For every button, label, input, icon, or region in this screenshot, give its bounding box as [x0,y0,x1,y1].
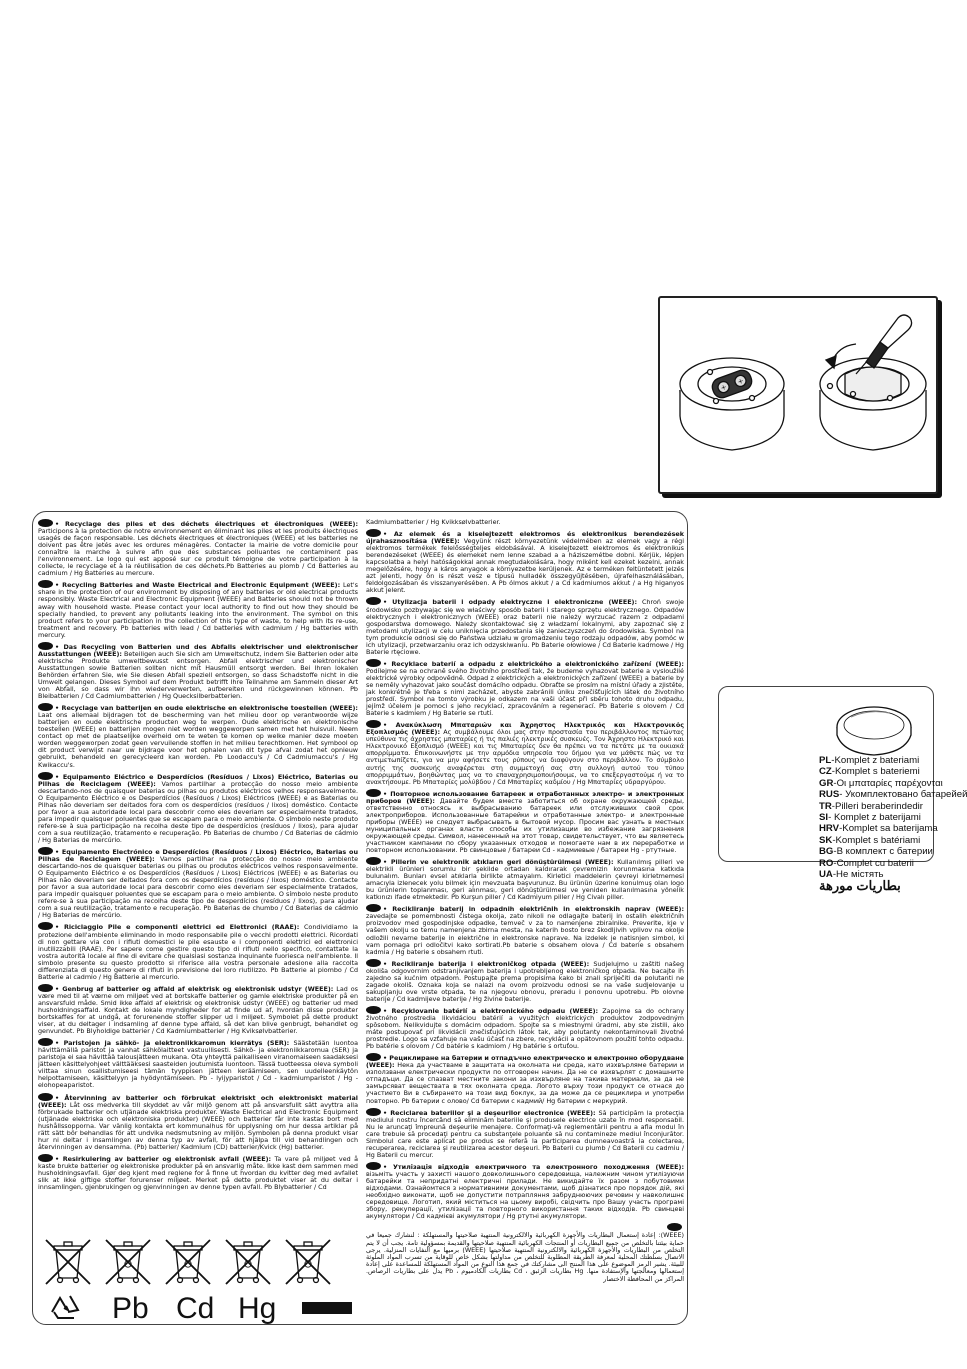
section-body: Vegyünk részt környezetünk védelmében az elemek vagy a régi elektromos termékek felelősségteljes eldobásával. A kiselejtezett elektromos és elektronikus berendezéseket (WEEE) és elemeket nem lenne szabad a a háziszemétbe dobni. Kérjük, lépjen kapcsolatba a helyi hatóságokkal annak megtudakolására, hogy miként kell ezeket kezelni, annak megelőzésére, hogy a káros anyagok a környezetbe kerüljenek. Az e terméken feltüntetett jelzés azt jelenti, hogy ön is részt vesz e típusú hulladék összegyűjtésében, újrafelhasználásában, feldolgozásában és visszanyerésében. A Pb ólmos akkut / a Cd kadmiumos akkut / a Hg higanyos akkut jelent. [366,537,684,595]
section-title: • Das Recycling von Batterien und des Abfalls elektrischer und elektronischer Ausstattungen (WEEE): [38,642,358,658]
kit-line-text: -Komplet sa baterijama [839,823,938,835]
section-body: Să participăm la protecţia mediului nostru încercând să eliminăm bateriile şi produsele electrice uzate în mod responsabil. Nu le aruncaţi împreună deşeurile menajere. Conformaţi-vă reglementării pentru a afla modul în care trebuie să procedaţi pentru ca substanţele poluante să nu contamineze mediul înconjurător. Simbolul care este aplicat pe produs se referă la participarea dumneavoastră la colectarea, recuperarea, reciclarea şi reutilizarea acestor deşeuri. Pb Baterii cu plumb / Cd Baterii cu cadmiu / Hg Baterii cu mercur. [366,1108,685,1159]
section-title: • Reciclarea bateriilor şi a deşeurilor electronice (WEEE): [383,1108,596,1117]
language-flag-icon [38,847,53,855]
section-body: Давайте будем вместе заботиться об охране окружающей среды, ответственно относясь к выбрасыванию батареек или отслуживших свой срок электроприборов. Использованные батарейки и отработанные электро- и электронные приборы (WEEE) не следует выбрасывать в бытовой мусор. Просим вас узнать в местных муниципальных органах власти способы их утилизации во избежание загрязнения окружающей среды. Символ, нанесенный на этот товар, свидетельствует, что вы являетесь участником кампании по сбору указанных отходов и помогаете нам в их переработке и повторном использовании. Pb свинцовые / батареи Cd - кадмиевые / батареи Hg - ртутные. [366,796,684,855]
section-title: • Recyklace baterií a odpadu z elektrického a elektronického zařízení (WEEE): [383,659,684,668]
section-title: • Рециклиране на батерии и отпадъчно електрическо и електронно оборудване (WEEE): [366,1054,684,1070]
section-title: • Utylizacja baterii i odpady elektryczne i elektroniczne (WEEE): [383,598,638,607]
recycling-section [366,720,684,785]
recycling-section [38,703,358,768]
language-flag-icon [366,789,381,797]
kit-line [819,846,933,857]
section-title: • Az elemek és a kiselejtezett elektromos és elektronikus berendezések újrahasznosítása (WEEE): [366,530,684,546]
kit-line [819,755,933,766]
kit-line-text: -Не містять [832,869,884,881]
language-flag-icon [38,1038,53,1046]
right-column [366,519,684,1286]
section-body: Ας συμβάλουμε όλοι μας στην προστασία του περιβάλλοντος πετώντας υπεύθυνα τις άχρηστες μπαταρίες ή τις παλιές ηλεκτρικές συσκευές. Τον Άχρηστο Ηλεκτρικό και Ηλεκτρονικό Εξοπλισμό (WEEE) και τις Μπαταρίες δεν θα πρέπει να τα πετάτε με τα οικιακά απορρίμματα. Επικοινωνήστε με την αρμόδια υπηρεσία του δήμου για να μάθετε πώς να τα αντιμετωπίζετε, για να μην αφήσετε τους ρύπους να διαφύγουν στο περιβάλλον. Το σύμβολο αυτής της συσκευής αναφέρεται στη συμμετοχή σας στη συλλογή αυτού του τύπου απορριμμάτων, βοηθώντας μας να το επαναχρησιμοποιήσουμε, να το επεξεργαστούμε ή να το ανακτήσουμε. Pb Μπαταρίες μολύβδου / Cd Μπαταρίες καδμίου / Hg Μπαταρίες υδραργύρου. [366,728,685,786]
language-flag-icon [38,1154,53,1162]
section-title: • Утилізація відходів електричного та електронного походження (WEEE): [383,1162,684,1171]
crossed-out-bin-icon [226,1240,270,1284]
recycling-section [366,519,684,526]
arabic-section [366,1223,684,1282]
kit-line-code: BG [819,846,834,858]
section-body: zavedajte se pomembnosti čistega okolja, zato nikoli ne odlagajte baterij in ostalih električnih proizvodov med gospodinjske odpadke, temveč v za to namenjene zbiralnike. Preverite, kje v vašem okolju so temu namenjena zbirna mesta, na katerih bosto brez škodljivih vplivov na okolje odložili nevarne baterije in električne in elektronske naprave. Na izdelek je natisnjen simbol, ki vam pomaga pri odločitvi kako sortirati.Pb baterie s obsahem olova / Cd baterie s obsahem kadmia / Hg baterie s obsahem rtuti. [366,912,684,956]
section-title: • Recyclage van batterijen en oude elektrische en elektronische toestellen (WEEE): [55,704,358,713]
section-body: Ta vare på miljøet ved å kaste brukte batterier og elektroniske produkter på en ansvarlig måte. Ikke kast dem sammen med husholdningsavfall. Gjør deg kjent med reglene for å finne ut hvordan du kvitter deg med avfallet slik at ikke giftige stoffer forurenser miljøet. Merket på dette produktet viser at du deltar i innsamlingen, gjenbrukingen og gjenvinningen av denne typen avfall. Pb Blybatterier / Cd [38,1154,359,1192]
section-body: Podílejme se na ochraně svého životního prostředí tak, že budeme vyhazovat baterie a vysloužilé elektrické výrobky odpovědně. Odpad z elektrických a elektronických zařízení (WEEE) a baterie by se neměly vyhazovat jako součást domácího odpadu. Obraťte se prosím na místní úřady a zjistěte, jak konkrétně je třeba s nimi zacházet, abyste zabránili úniku znečišťujících látek do životního prostředí. Symbol na tomto výrobku je odkazem na vaši účast při sběru tohoto druhu odpadu, jejímž účelem je pomoci s jeho recyklací, zpracováním a regenerací. Pb Baterie s olovem / Cd Baterie s kadmiem / Hg Baterie se rtutí. [366,666,684,718]
recycling-section [366,659,684,717]
section-body: Vamos partilhar na protecção do nosso meio ambiente descartando-nos de quaisquer baterias ou pilhas ou produtos eléctricos velhos responsavelmente. O Equipamento Eléctrico e os Desperdícios (Resíduos / Lixos) Eléctricos (WEEE) e as Baterias ou Pilhas não deveriam ser deitados fora com os desperdícios (resíduos / lixos) doméstico. Contacte por favor a sua autoridade local para descobrir como eles deveriam ser especialmente tratados, para impedir quaisquer poluentes que se escapam para o meio ambiente. O símbolo neste produto refere-se à sua participação na recolha deste tipo de desperdícios (resíduos / lixos), para ajudar com a sua reutilização, tratamento e recuperação. Pb Baterias de chumbo / Cd Baterias de cádmio / Hg Baterias de mercúrio. [38,855,359,920]
language-flag-icon [38,1093,53,1101]
section-body: Chroń swoje środowisko pozbywając się we właściwy sposób baterii i starego sprzętu elektrycznego. Odpadów elektrycznych i elektronicznych (WEEE) oraz baterii nie należy wyrzucać razem z odpadami gospodarstwa domowego. Należy skontaktować się z władzami lokalnymi, aby zapoznać się z metodami utylizacji w celu uniknięcia przedostania się zanieczyszczeń do środowiska. Symbol na tym produkcie odnosi się do Państwa udziału w gromadzeniu tego rodzaju odpadów, aby pomóc w ich utylizacji, przetwarzaniu oraz ich odzyskiwaniu. Pb Baterie ołowiowe / Cd Baterie kadmowe / Hg Baterie rtęciowe. [366,598,684,656]
language-flag-icon [366,597,381,605]
section-body: Condividiamo la protezione dell'ambiente eliminando in modo responsabile pile o vecchi prodotti elettrici. Ricordati di non gettare via con i rifiuti domestici le pile esauste e i componenti elettrici ed elettronici inutilizzabili (RAAE). Per sapere come gestire questo tipo di rifiuti nello specifico, contattate la vostra autorità locale al fine di evitare che qualsiasi sostanza inquinante fuoriesca nell'ambiente. Il simbolo presente su questo prodotto si riferisce alla vostra personale adesione alla raccolta differenziata di questo genere di rifiuti in previsione del loro riutilizzo. Pb Batterie al piombo / Cd Batterie al cadmio / Hg Batterie al mercurio. [38,923,359,981]
language-flag-icon [366,1108,381,1116]
kit-line-text: -В комплект с батерии [833,846,933,858]
section-body: Lad os være med til at værne om miljøet ved at bortskaffe batterier og gamle elektriske produkter på en ansvarsfuld måde. Smid ikke affald af elektrisk og elektronisk udstyr (WEEE) og batterier ud med husholdningsaffald. Kontakt de lokale myndigheder for at finde ud af, hvordan disse produkter bortskaffes for at undgå, at forurenende stoffer slipper ud i miljøet. Symbolet på dette produkt viser, at du deltager i indsamling af denne type affald, så det kan blive genbrugt, behandlet og genvundet. Pb Blyholdige batterier / Cd Kadmiumbatterier / Hg Kviksølvbatterier. [38,984,358,1036]
language-flag-icon [366,904,381,912]
kit-line-code: RUS [819,789,840,801]
recycling-section [366,1162,684,1220]
recycling-info-panel [32,511,688,1325]
recycling-section [38,1154,358,1191]
recycling-section [38,847,358,919]
section-title: • Paristojen ja sähkö- ja elektroniikkaromun kierrätys (SER): [55,1039,290,1048]
section-body: Laat ons allemaal bijdragen tot de bescherming van het milieu door op verantwoorde wijze batterijen en oude elektrische producten weg te werpen. Oude elektrische en elektronische toestellen (WEEE) en batterijen mogen niet worden weggeworpen samen met het huisvuil. Neem contact op met de plaatselijke overheid om te weten te komen op welke manier deze moeten worden weggeworpen zodat geen vervuilende stoffen in het milieu terechtkomen. Het symbool op dit product verwijst naar uw bijdrage voor het ophalen van dit type afval zodat het opnieuw gebruikt, behandeld en gerecycleerd kan worden. Pb Loodaccu's / Cd Cadmiumaccu's / Hg Kwikaccu's. [38,711,358,769]
kit-line [819,801,933,812]
heavy-metal-symbol: Cd [176,1292,215,1325]
recycling-section [366,857,684,901]
kit-line-text: -Pilleri beraberindedir [831,800,923,812]
section-body: візьміть участь у захисті нашого довколишнього середовища, належним чином утилізуючи батарейки та непридатні електричні прилади. Не викидайте їх разом з побутовими відходами. Ознайомтеся з нормативними документами, щоб дізнатися про порядок дій, які необхідно виконати, щоб не допустити потрапляння забруднюючих речовин у навколишнє середовище. Логотип, який міститься на цьому виробі, свідчить про Вашу участь програмі збору, рекуперації, утилізації та повторного використання таких відходів. Pb свинцеві акумулятори / Cd кадмієві акумулятори / Hg ртутні акумулятори. [366,1169,684,1221]
kit-line [819,789,967,801]
section-body: Нека да участваме в защитата на околната ни среда, като изхвърляме батерии и използвани електрически продукти по отговорен начин. Да не се изхвърлят с домашните отпадъци. Да се спазват местните закони за изхвърляне на такива материали, за да не замърсяват веществата в тях околната среда. Логото върху този продукт се отнася до участието Ви в събирането на този вид боклук, за да може да се рециклира и употреби повторно. Pb батерии с олово/ Cd батерии с кадмий/ Hg батерии с меркурий. [366,1061,684,1105]
section-body: Sudjelujmo u zaštiti našeg okoliša odgovornim odstranjivanjem baterija i upotrebljenog elektroničkog otpada. Ne bacajte ih zajedno sa kućnim otpadom. Postupajte prema propisima kako bi znali spriječiti da polutanti ne zagade okoliš. Oznaka koja se nalazi na ovom proizvodu odnosi se na vaše sudjelovanje u sakupljanju ove vrste otpada, te na njegovu obnovu, preradu i ponovnu upotrebu. Pb olovne baterije / Cd kadmijeve baterije / Hg živine baterije. [366,959,684,1003]
kit-line-code: SK [819,834,833,846]
kit-line-text: -Οι μπαταρίες παρέχονται [833,777,943,789]
separate-collection-bar [302,1302,352,1314]
language-flag-icon [38,772,53,780]
language-flag-icon [38,922,53,930]
section-title: • Riciclaggio Pile e componenti elettrici ed Elettronici (RAAE): [55,923,300,932]
language-flag-icon [366,959,381,967]
kit-line-code: RO [819,857,834,869]
section-title: • Ανακύκλωση Μπαταριών και Άχρηστος Ηλεκτρικός και Ηλεκτρονικός Εξοπλισμός (WEEE): [366,721,684,737]
heavy-metal-symbol: Hg [238,1292,277,1325]
section-title: • Повторное использование батареек и отработанных электро- и электронных приборов (WEEE): [366,789,684,805]
section-body: Beteiligen auch Sie sich am Umweltschutz, indem Sie Batterien oder alte elektrische Produkte umweltbewusst entsorgen. Abfall elektrischer und elektronischer Ausstattungen sowie Batterien sollten nicht mit Hausmüll entsorgt werden. Bei Ihren lokalen Behörden erfahren Sie, wie Sie diesen Abfall speziell entsorgen, so dass Schadstoffe nicht in die Umwelt gelangen. Dieses Symbol auf dem Produkt betrifft Ihre Teilnahme am Sammeln dieser Art von Abfall, so dass wir ihn wiederverwerten, aufbereiten und rückgewinnen können. Pb Bleibatterien / Cd Cadmiumbatterien / Hg Quecksilberbatterien. [38,649,358,701]
recycling-section [38,984,358,1035]
recycling-section [38,580,358,638]
svg-text:+: + [719,382,728,393]
recycling-section [366,1006,684,1050]
section-body: Säästetään luontoa hävittämällä paristot ja vanhat sähkölaitteet vastuullisesti. Sähkö- ja elektroniikkaromua (SER) ja paristoja ei saa hävittää talousjätteen mukana. Ota yhteyttä paikalliseen viranomaiseen saadaksesi jätteen käsittelyohjeet välttääksesi saasteiden joutumista luontoon. Tässä tuotteessa oleva symboli viittaa sinun osallistumiseesi tämän tyyppisen jätteen keräämiseen, sen uudelleenkäytön helpottamiseen, käsittelyyn ja hyödyntämiseen. Pb - lyijyparistot / Cd - kadmiumparistot / Hg - elohopeaparistot. [38,1039,358,1090]
kit-line-text: - Укомплектовано батарейей [839,789,967,801]
crossed-out-bin-icon [286,1240,330,1284]
kit-line-text: -Komplet s batériami [832,834,921,846]
recycling-section [38,772,358,844]
section-body: Let's share in the protection of our environment by disposing of any batteries or old electrical products responsibly. Waste Electrical and Electronic Equipment (WEEE) and Batteries should not be thrown away with household waste. Please contact your local authority to find out how they should be specially handled, to prevent any pollutants leaking into the environment. The symbol on this product refers to your participation in the collection of this type of waste, to help with its re-use, treatment and recovery. Pb batteries with lead / Cd batteries with cadmium / Hg batteries with mercury. [38,581,358,639]
crossed-out-bin-icon [106,1240,150,1284]
recycling-section [366,529,684,594]
language-flag-icon [38,703,53,711]
recycling-section [38,1093,358,1151]
coin-cell-battery-icon [829,697,919,757]
kit-line [819,858,933,869]
recycling-section [366,1108,684,1159]
language-flag-icon [38,642,53,650]
language-flag-icon [38,519,53,527]
kit-line-code: SI [819,812,829,824]
batteries-included-box [718,686,967,894]
section-title: • Resirkulering av batterier og elektronisk avfall (WEEE): [55,1154,272,1163]
section-title: • Recikliranje baterij in odpadnih električnih in elektronskih naprav (WEEE): [383,905,684,914]
kit-line-code: UA [819,869,833,881]
section-title: • Recikliranje baterija i elektroničkog otpada (WEEE): [383,959,590,968]
language-flag-icon [366,857,381,865]
device-closed-illustration [680,358,784,450]
recycling-section [366,959,684,1003]
recycling-section [366,597,684,655]
kit-line-text: -Komplet z bateriami [831,755,920,766]
section-title: • Genbrug af batterier og affald af elektrisk og elektronisk udstyr (WEEE): [55,984,334,993]
recycling-section [366,904,684,955]
section-body: Participons à la protection de notre environnement en éliminant les piles et les produits électriques usagés de façon responsable. Les déchets électriques et électroniques (WEEE) et les batteries ne doivent pas être jetés avec les ordures ménagères. Contacter la mairie de votre domicile pour connaître la marche à suivre afin que des substances polluantes ne contaminent pas l'environnement. Le logo qui est apposé sur ce produit témoigne de votre participation à la collecte, le recyclage et à la réutilisation de ces déchets.Pb Batteries au plomb / Cd Batteries au cadmium / Hg Batteries au mercure. [38,527,358,578]
svg-text:+: + [736,376,745,387]
section-title: • Equipamento Electrónico e Desperdícios (Resíduos / Lixos) Eléctrico, Baterias ou Pilhas de Reciclagem (WEEE): [38,848,358,864]
language-flag-icon [38,580,53,588]
language-flag-icon [366,659,381,667]
section-title: • Pillerin ve elektronik atıkların geri dönüştürülmesi (WEEE): [383,858,614,867]
language-flag-icon [366,720,381,728]
section-body: Zapojme sa do ochrany životného prostredia likvidáciou batérií a využitých elektrických produktov zodpovedným spôsobom. Nelikvidujte s domácim odpadom. Spojte sa s miestnymi úradmi, aby ste zistili, ako máte postupovať pri likvidácii znečisťujúcich látok tak, aby polutanty nekontaminovali životné prostredie. Logo sa vzťahuje na vašu účasť na zbere, recyklácii a opätovnom použití tohto odpadu. Pb batérie s olovom / Cd batérie s kadmiom / Hg batérie s ortuťou. [366,1006,684,1051]
kit-line [819,777,943,789]
section-body: Låt oss medverka till skyddet av vår miljö genom att på ansvarsfullt sätt avyttra alla förbrukade batterier och utjänade elektriska produkter. Waste Electrical and Electronic Equipment (utjänade elektriska och elektroniska produkter) (WEEE) och batterier får inte kastas bort med hushållssopporna. Var vänlig kontakta ert kommunalhus för upplysning om hur dessa artiklar på rätt sätt bör behandlas för att undvika nedsmutsning av miljön. Symbolen på denna produkt visar hur ni deltar i insamlingen av denna typ av avfall, för att hjälpa till vid behandlingen och återvinningen av densamma. (Pb) batterier/ Kadmium (CD) batterier/Kvick (Hg) batterier. [38,1100,358,1151]
kit-line-code: GR [819,777,834,789]
crossed-out-bin-icon [166,1240,210,1284]
crossed-out-bin-icon [46,1240,90,1284]
device-open-illustration [820,358,926,450]
heavy-metal-symbol: Pb [112,1292,149,1325]
section-body: Vamos partilhar a protecção do nosso meio ambiente descartando-nos de quaisquer baterias ou pilhas ou produtos eléctricos velhos responsavelmente. O Equipamento Eléctrico e os Desperdícios (Resíduos / Lixos) Eléctricos (WEEE) e as Baterias ou Pilhas não deveriam ser deitados fora com os desperdícios (resíduos / lixos) doméstico. Contacte por favor a sua autoridade local para descobrir como eles deveriam ser especialmente tratados, para impedir quaisquer poluentes que se escapam para o meio ambiente. O símbolo neste produto refere-se à sua participação na recolha deste tipo de desperdícios (resíduos / lixos), para ajudar com a sua reutilização, tratamento e recuperação. Pb Baterias de chumbo / Cd Baterias de cádmio / Hg Baterias de mercúrio. [38,779,359,844]
kit-line-text: - Komplet z baterijami [828,812,921,824]
kit-line [819,766,933,777]
recycling-section [366,1053,684,1104]
section-title: • Recyclage des piles et des déchets électriques et électroniques (WEEE): [55,520,358,528]
kit-line-text: -Komplet s bateriemi [831,766,920,778]
symbols-svg [38,1238,358,1325]
language-flag-icon [366,1162,381,1170]
left-column [38,519,358,1194]
battery-compartment-illustration [660,298,936,492]
kit-line-code: PL [819,755,832,766]
kit-line [819,835,933,846]
kit-line [819,812,933,823]
recycling-section [38,1038,358,1089]
kit-line-code: TR [819,800,832,812]
language-flag-icon [366,1053,381,1061]
section-title: • Recycling Batteries and Waste Electrical and Electronic Equipment (WEEE): [55,581,341,590]
section-title: • Equipamento Eléctrico e Desperdícios (Resíduos / Lixos) Eléctrico, Baterias ou Pilhas de Reciclagem (WEEE): [38,772,358,788]
battery-installation-figure [658,296,938,494]
recycling-section [38,642,358,700]
language-flag-icon [366,1006,381,1014]
kit-line-code: CZ [819,766,832,778]
recycling-section [38,519,358,577]
section-body: Kadmiumbatterier / Hg Kvikksølvbatterier. [366,518,501,526]
recycle-icon [52,1296,78,1318]
kit-line [819,823,938,835]
arabic-text: (WEEE): إعادة إستعمال البطاريات والأجهزة الكهربائية والالكترونية المنتهية صلاحيتها والمستهلكة : لنشارك جميعا في حماية بيئتنا بالتخلص من جميع البطاريات أو المنتجات الكهربائية المنتهية صلاحيتها والقديمة بمسؤولية تامة. يجب أن لا يتم التخلص من البطاريات والأجهزة الكهربائية والالكترونية المنتهية صلاحيتها (WEEE) برميها مع النفايات المنزلية. يرجى الاتصال بسلطتك المحلية لمعرفة الطريقة المطلوبة للتخلص من مداولتها بشكل خاص للوقاية من تسرب المواد الملوثة للبيئة. يشير الرمز الموضوع على هذا المنتج الى مشاركتك في جمع هذا النوع من المواد المستهلكة للمساعدة على إعادة إستعمالها ومعالجتها والإستفادة منها. Hg بطاريات الزئبق ، Cd بطاريات الكادميوم ، Pb يدل على بطاريات الرصاص. المراكز من المحافظة الاختصار [366,1231,685,1283]
section-title: • Återvinning av batterier och förbrukat elektriskt och elektroniskt material (WEEE): [38,1093,358,1109]
language-flag-icon [366,529,381,537]
recycling-section [366,789,684,854]
recycling-section [38,922,358,980]
kit-line-code: HRV [819,823,840,835]
kit-line-arabic: بطاريات مورهة [819,878,901,894]
batteries-included-list [819,755,967,894]
disposal-symbols [38,1238,358,1325]
language-flag-icon [38,984,53,992]
section-body: Kullanılmış pilleri ve elektrikli ürünleri sorumlu bir şekilde ortadan kaldırarak çevremizin korunmasına katkıda bulunalım. Bunları evsel atıklarla birlikte atmayalım. Kirletici maddelerin çevreyi kirletmemesi amacıyla izlenecek yolu bilmek için mevzuata başvurunuz. Bu ürünün üzerine konulmuş olan logo bu ürünlerin toplanması, geri alınması, geri dönüştürülmesi ve yeniden kullanılmasına yönelik katkınızı ifade etmektedir. Pb Kurşun piller / Cd Kadmiyum piller / Hg Civalı piller. [366,858,684,902]
kit-line-text: -Complet cu baterii [833,857,914,869]
section-title: • Recyklovanie batérií a elektronického odpadu (WEEE): [383,1006,599,1015]
